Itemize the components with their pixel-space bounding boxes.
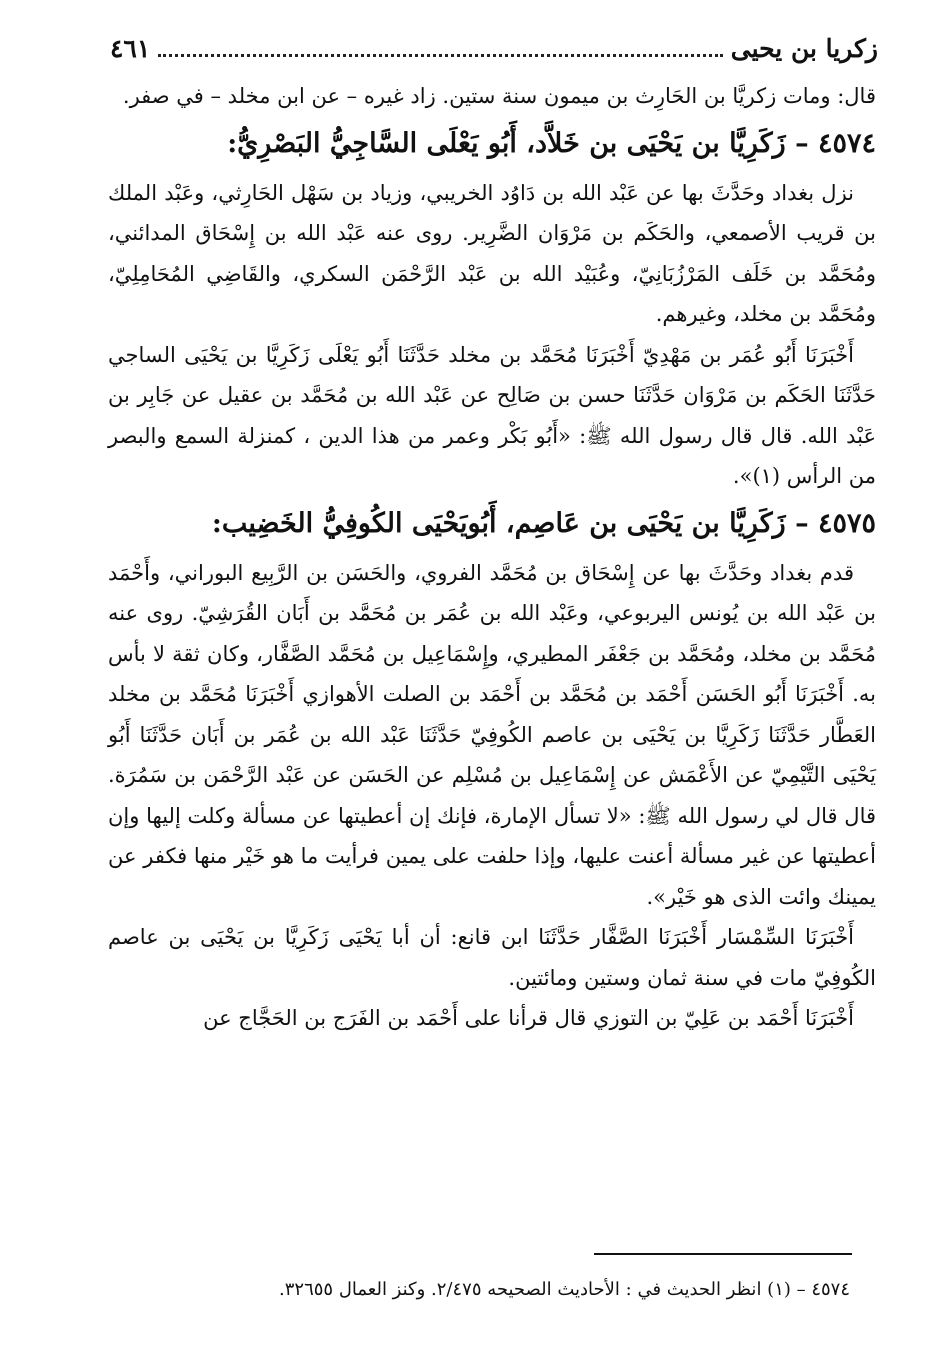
main-text bbox=[108, 76, 876, 1039]
dotted-leader bbox=[158, 54, 722, 57]
entry-heading: ٤٥٧٥ – زَكَرِيَّا بن يَحْيَى بن عَاصِم، أَبُويَحْيَى الكُوفِيُّ الخَضِيب: bbox=[211, 507, 876, 539]
entry-heading: ٤٥٧٤ – زَكَرِيَّا بن يَحْيَى بن خَلاَّد، أَبُو يَعْلَى السَّاجِيُّ البَصْرِيُّ: bbox=[227, 127, 876, 159]
page-header bbox=[110, 30, 878, 67]
footnote-divider bbox=[594, 1253, 852, 1255]
paragraph: أَخْبَرَنَا أَحْمَد بن عَلِيّ بن التوزي قال قرأنا على أَحْمَد بن الفَرَج بن الحَجَّاج عن bbox=[203, 1006, 854, 1030]
paragraph: أَخْبَرَنَا أَبُو عُمَر بن مَهْدِيّ أَخْبَرَنَا مُحَمَّد بن مخلد حَدَّثَنَا أَبُو يَعْلَى زَكَرِيَّا بن يَحْيَى الساجي حَدَّثَنَا الحَكَم بن مَرْوَان حَدَّثَنَا حسن بن صَالِح عن عَبْد الله بن مُحَمَّد بن عقيل عن جَابِر بن عَبْد الله. قال قال رسول الله ﷺ: «أَبُو بَكْر وعمر من هذا الدين ، كمنزلة السمع والبصر من الرأس (١)». bbox=[108, 342, 876, 488]
paragraph: أَخْبَرَنَا السِّمْسَار أَخْبَرَنَا الصَّفَّار حَدَّثَنَا ابن قانع: أن أبا يَحْيَى زَكَرِيَّا بن يَحْيَى بن عاصم الكُوفِيّ مات في سنة ثمان وستين ومائتين. bbox=[108, 925, 876, 990]
page-number: ٤٦١ bbox=[110, 33, 151, 63]
paragraph: قدم بغداد وحَدَّثَ بها عن إِسْحَاق بن مُحَمَّد الفروي، والحَسَن بن الرَّبِيع البوراني، وأَحْمَد بن عَبْد الله بن يُونس اليربوعي، وعَبْد الله بن عُمَر بن مُحَمَّد بن أَبَان القُرَشِيّ. روى عنه مُحَمَّد بن مخلد، ومُحَمَّد بن جَعْفَر المطيري، وإِسْمَاعِيل بن مُحَمَّد الصَّفَّار، وكان ثقة لا بأس به. أَخْبَرَنَا أَبُو الحَسَن أَحْمَد بن مُحَمَّد بن أَحْمَد بن الصلت الأهوازي أَخْبَرَنَا مُحَمَّد بن مخلد العَطَّار حَدَّثَنَا زَكَرِيَّا بن يَحْيَى بن عاصم الكُوفِيّ حَدَّثَنَا عَبْد الله بن عُمَر بن أَبَان حَدَّثَنَا أَبُو يَحْيَى التَّيْمِيّ عن الأَعْمَش عن إِسْمَاعِيل بن مُسْلِم عن الحَسَن عن عَبْد الرَّحْمَن بن سَمُرَة. قال قال لي رسول الله ﷺ: «لا تسأل الإمارة، فإنك إن أعطيتها عن مسألة وكلت إليها وإن أعطيتها عن غير مسألة أعنت عليها، وإذا حلفت على يمين فرأيت ما هو خَيْر منها فكفر عن يمينك وائت الذى هو خَيْر». bbox=[108, 560, 876, 909]
paragraph: قال: ومات زكريَّا بن الحَارِث بن ميمون سنة ستين. زاد غيره – عن ابن مخلد – في صفر. bbox=[122, 84, 876, 108]
paragraph: نزل بغداد وحَدَّثَ بها عن عَبْد الله بن دَاوُد الخريبي، وزياد بن سَهْل الحَارِثي، وعَبْد الملك بن قريب الأصمعي، والحَكَم بن مَرْوَان الضَّرِير. روى عنه عَبْد الله بن إِسْحَاق المدائني، ومُحَمَّد بن خَلَف المَرْزُبَانِيّ، وعُبَيْد الله بن عَبْد الرَّحْمَن السكري، والقَاضِي المُحَامِلِيّ، ومُحَمَّد بن مخلد، وغيرهم. bbox=[108, 180, 876, 326]
footnote: ٤٥٧٤ – (١) انظر الحديث في : الأحاديث الصحيحه ٢/٤٧٥. وكنز العمال ٣٢٦٥٥. bbox=[279, 1279, 850, 1300]
running-title: زكريا بن يحيى bbox=[730, 33, 878, 63]
